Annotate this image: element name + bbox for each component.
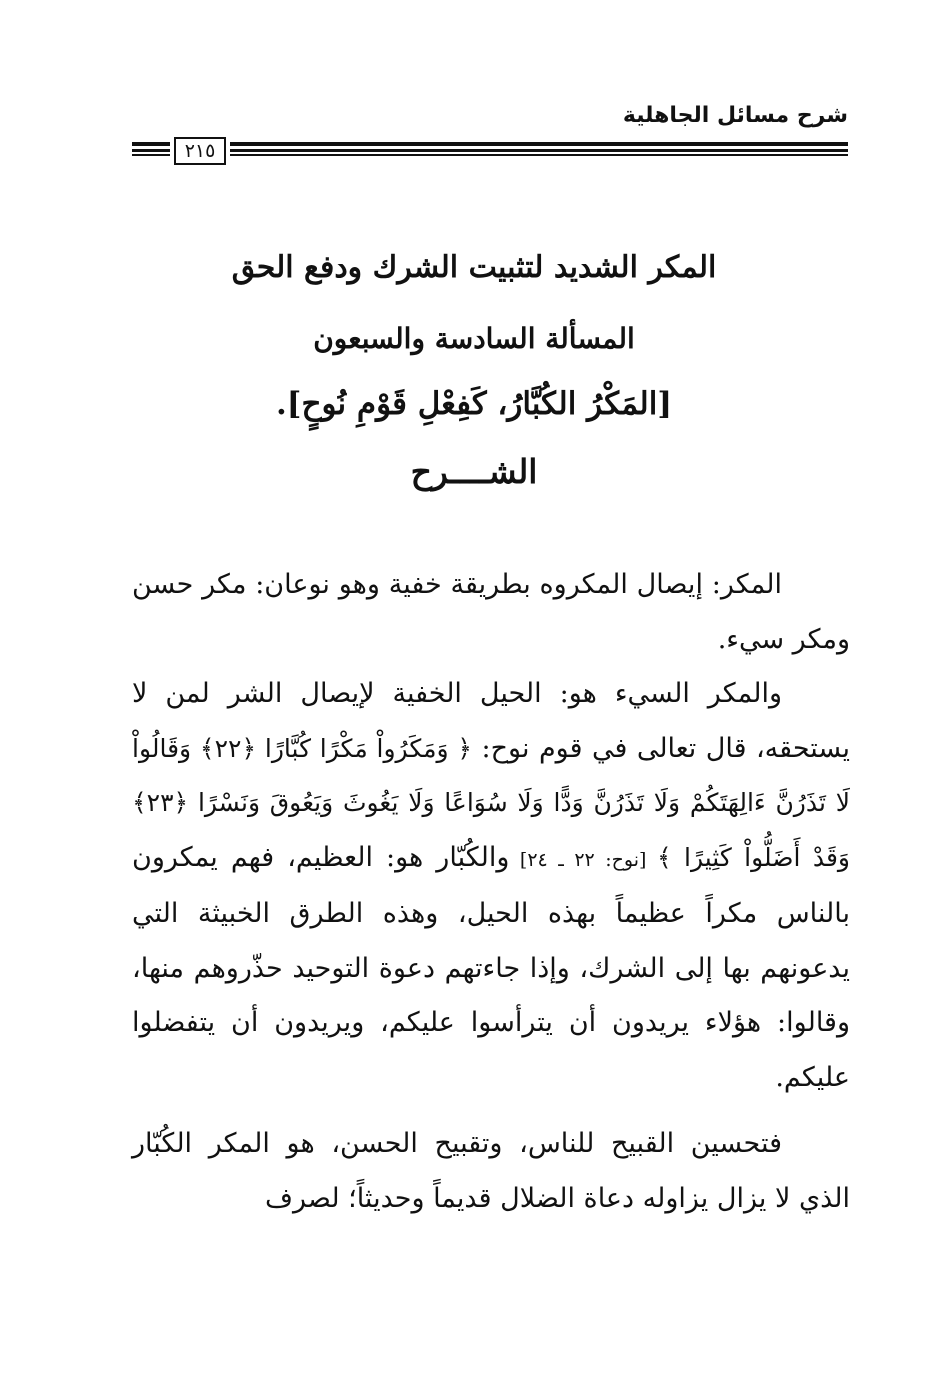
- issue-title: المسألة السادسة والسبعون: [313, 322, 635, 355]
- page-number: ٢١٥: [174, 137, 226, 165]
- body-text: [132, 558, 850, 1226]
- paragraph: فتحسين القبيح للناس، وتقبيح الحسن، هو المكر الكُبّار الذي لا يزال يزاوله دعاة الضلال قديماً وحديثاً؛ لصرف: [132, 1128, 850, 1214]
- paragraph-rest: والكُبّار هو: العظيم، فهم يمكرون بالناس مكراً عظيماً بهذه الحيل، وهذه الطرق الخبيثة التي يدعونهم بها إلى الشرك، وإذا جاءتهم دعوة التوحيد حذّروهم منها، وقالوا: هؤلاء يريدون أن يترأسوا عليكم، ويريدون أن يتفضلوا عليكم.: [132, 841, 850, 1093]
- paragraph-intro: والمكر السيء هو: الحيل الخفية لإيصال الشر لمن لا يستحقه، قال تعالى في قوم نوح:: [132, 678, 850, 764]
- issue-quote: [المَكْرُ الكُبَّارُ، كَفِعْلِ قَوْمِ نُوحٍ].: [275, 386, 672, 422]
- header-rule-right: [230, 140, 848, 160]
- section-title: المكر الشديد لتثبيت الشرك ودفع الحق: [231, 250, 717, 285]
- paragraph: المكر: إيصال المكروه بطريقة خفية وهو نوعان: مكر حسن ومكر سيء.: [132, 569, 850, 655]
- paragraph: [132, 667, 850, 1105]
- verse-reference: [نوح: ٢٢ ـ ٢٤]: [509, 848, 657, 871]
- commentary-title: الشــــرح: [410, 452, 538, 491]
- running-title: شرح مسائل الجاهلية: [622, 103, 848, 128]
- header-rule-left: [132, 140, 170, 160]
- quran-verse: ﴿ وَمَكَرُواْ مَكْرًا كُبَّارًا ﴿٢٢﴾ وَقَالُواْ لَا تَذَرُنَّ ءَالِهَتَكُمْ وَلَا تَذَرُنَّ وَدًّا وَلَا سُوَاعًا وَلَا يَغُوثَ وَيَعُوقَ وَنَسْرًا ﴿٢٣﴾ وَقَدْ أَضَلُّواْ كَثِيرًا ﴾: [132, 733, 850, 872]
